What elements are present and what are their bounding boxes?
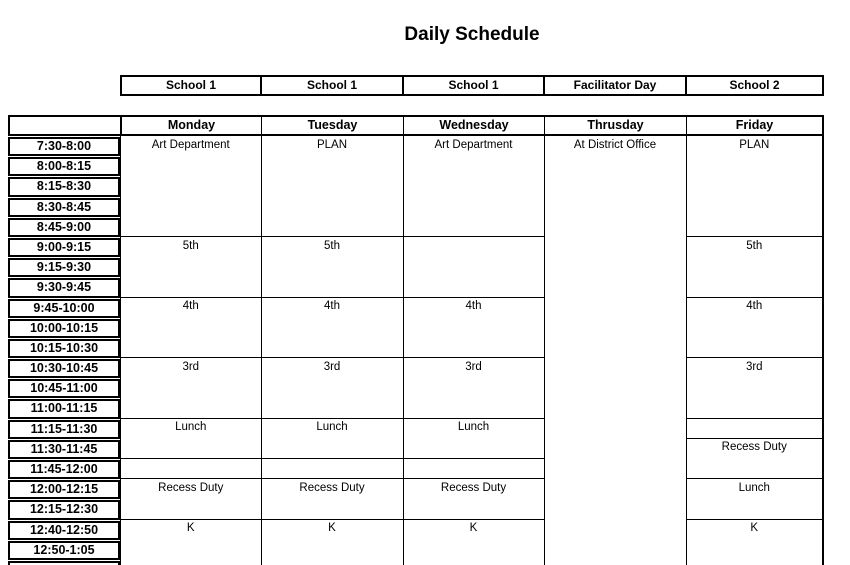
school-header-row <box>120 75 824 96</box>
schedule-block: At District Office <box>573 138 657 151</box>
time-cell-partial <box>8 561 120 565</box>
schedule-block: 5th <box>262 237 403 298</box>
time-cell: 8:00-8:15 <box>8 157 120 176</box>
schedule-block: Recess Duty <box>121 479 261 519</box>
time-cell: 12:50-1:05 <box>8 541 120 560</box>
day-header-cell: Tuesday <box>262 117 404 134</box>
day-header-row <box>8 115 824 136</box>
time-cell: 7:30-8:00 <box>8 137 120 156</box>
schedule-block: Recess Duty <box>404 479 544 519</box>
day-header-cell: Friday <box>735 118 774 132</box>
schedule-block: K <box>328 522 336 535</box>
schedule-block: K <box>186 522 195 535</box>
schedule-block: 4th <box>687 298 823 359</box>
day-column-tuesday <box>262 136 404 565</box>
schedule-block: Lunch <box>404 419 544 459</box>
time-cell: 10:30-10:45 <box>8 359 120 378</box>
schedule-block: Recess Duty <box>262 479 403 519</box>
schedule-block: PLAN <box>687 136 823 237</box>
time-cell: 8:30-8:45 <box>8 198 120 217</box>
school-header-cell: School 1 <box>260 75 404 96</box>
table-body <box>8 136 824 565</box>
day-column-wednesday <box>404 136 545 565</box>
schedule-block: 3rd <box>121 358 261 419</box>
time-header-cell <box>10 117 122 134</box>
time-column <box>8 137 120 565</box>
school-header-cell: School 1 <box>120 75 262 96</box>
schedule-block: 3rd <box>687 358 823 419</box>
schedule-block <box>687 419 823 439</box>
schedule-block <box>121 459 261 479</box>
schedule-block: Lunch <box>262 419 403 459</box>
time-cell: 12:15-12:30 <box>8 500 120 519</box>
schedule-block: Art Department <box>121 136 261 237</box>
schedule-block <box>404 237 544 298</box>
schedule-block: 3rd <box>262 358 403 419</box>
day-header-cell: Thrusday <box>545 117 687 134</box>
schedule-block <box>404 459 544 479</box>
time-cell: 11:15-11:30 <box>8 420 120 439</box>
schedule-block: Lunch <box>687 479 823 519</box>
schedule-block: 4th <box>262 298 403 359</box>
schedule-block: PLAN <box>262 136 403 237</box>
time-cell: 8:45-9:00 <box>8 218 120 237</box>
school-header-cell: School 2 <box>685 75 824 96</box>
time-cell: 8:15-8:30 <box>8 177 120 196</box>
day-column-monday <box>120 136 262 565</box>
time-cell: 11:30-11:45 <box>8 440 120 459</box>
time-cell: 9:30-9:45 <box>8 278 120 297</box>
day-header-cell: Monday <box>122 117 262 134</box>
day-header-cell: Wednesday <box>404 117 545 134</box>
school-header-cell: School 1 <box>402 75 545 96</box>
time-cell: 10:00-10:15 <box>8 319 120 338</box>
time-cell: 12:40-12:50 <box>8 521 120 540</box>
time-cell: 9:00-9:15 <box>8 238 120 257</box>
schedule-block <box>262 459 403 479</box>
schedule-block: K <box>469 522 478 535</box>
page-title: Daily Schedule <box>404 24 540 45</box>
time-cell: 10:15-10:30 <box>8 339 120 358</box>
time-cell: 11:45-12:00 <box>8 460 120 479</box>
school-header-cell: Facilitator Day <box>543 75 687 96</box>
schedule-block: Recess Duty <box>687 439 823 479</box>
time-cell: 11:00-11:15 <box>8 399 120 418</box>
schedule-block: Art Department <box>404 136 544 237</box>
time-cell: 9:45-10:00 <box>8 299 120 318</box>
schedule-block: 4th <box>404 298 544 359</box>
schedule-block: 5th <box>121 237 261 298</box>
schedule-block: 5th <box>687 237 823 298</box>
schedule-block: 3rd <box>404 358 544 419</box>
day-grid <box>120 136 824 565</box>
time-cell: 12:00-12:15 <box>8 480 120 499</box>
time-cell: 9:15-9:30 <box>8 258 120 277</box>
day-column-friday <box>687 136 825 565</box>
schedule-table <box>8 115 824 565</box>
schedule-block: Lunch <box>121 419 261 459</box>
schedule-block: K <box>750 522 759 535</box>
time-cell: 10:45-11:00 <box>8 379 120 398</box>
day-column-thrusday <box>545 136 687 565</box>
schedule-block: 4th <box>121 298 261 359</box>
